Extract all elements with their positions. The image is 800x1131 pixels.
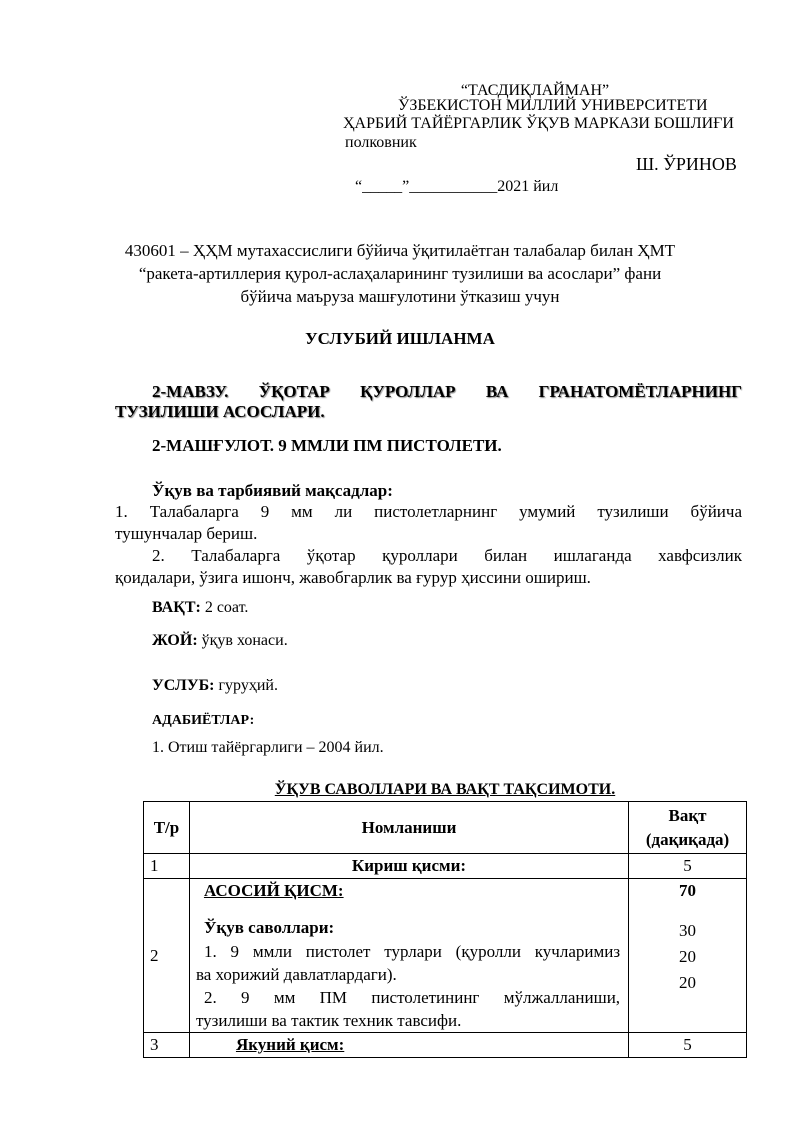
intro-line-3: бўйича маъруза машғулотини ўтказиш учун bbox=[240, 287, 560, 306]
table-row bbox=[144, 1033, 747, 1058]
intro-line-2: “ракета-артиллерия қурол-аслаҳаларининг тузилиши ва асослари” фани bbox=[138, 264, 662, 283]
question-time-3: 20 bbox=[679, 973, 697, 992]
header-time-line-2: (дақиқада) bbox=[645, 829, 730, 849]
goal-1-line-2: тушунчалар бериш. bbox=[115, 524, 258, 543]
row-2-content bbox=[189, 879, 628, 1033]
row-3-name: Якуний қисм: bbox=[189, 1033, 628, 1058]
time-label: ВАҚТ: bbox=[152, 599, 201, 616]
approval-university: ЎЗБЕКИСТОН МИЛЛИЙ УНИВЕРСИТЕТИ bbox=[398, 97, 708, 114]
schedule-table bbox=[143, 801, 747, 1058]
table-header-row bbox=[144, 802, 747, 854]
table-row bbox=[144, 879, 747, 1033]
question-time-1: 30 bbox=[679, 921, 697, 940]
place-field bbox=[152, 630, 288, 652]
header-number: Т/р bbox=[144, 802, 190, 854]
row-3-number: 3 bbox=[144, 1033, 190, 1058]
goal-1-line-1: 1. Талабаларга 9 мм ли пистолетларнинг умумий тузилиши бўйича bbox=[115, 502, 742, 521]
place-value: ўқув хонаси. bbox=[197, 632, 288, 649]
main-part-time: 70 bbox=[679, 881, 697, 900]
question-time-2: 20 bbox=[679, 947, 697, 966]
method-field bbox=[152, 675, 278, 697]
time-value: 2 соат. bbox=[200, 599, 249, 616]
question-2-line-1: 2. 9 мм ПМ пистолетининг мўлжалланиши, bbox=[203, 988, 621, 1007]
header-time bbox=[629, 802, 747, 854]
goal-2-line-2: қоидалари, ўзига ишонч, жавобгарлик ва ғурур ҳиссини ошириш. bbox=[115, 568, 591, 587]
place-label: ЖОЙ: bbox=[152, 632, 198, 649]
header-time-line-1: Вақт bbox=[668, 805, 707, 825]
question-1-line-1: 1. 9 ммли пистолет турлари (қуролли кучларимиз bbox=[203, 942, 621, 961]
approval-date: “_____”___________2021 йил bbox=[355, 178, 559, 195]
topic-line-2: ТУЗИЛИШИ АСОСЛАРИ. bbox=[115, 402, 325, 421]
time-field bbox=[152, 597, 248, 619]
document-title: УСЛУБИЙ ИШЛАНМА bbox=[305, 329, 495, 348]
approval-rank: полковник bbox=[345, 134, 417, 151]
approval-title: “ТАСДИҚЛАЙМАН” bbox=[460, 82, 610, 99]
method-label: УСЛУБ: bbox=[152, 677, 215, 694]
header-name: Номланиши bbox=[189, 802, 628, 854]
intro-line-1: 430601 – ҲҲМ мутахассислиги бўйича ўқитилаётган талабалар билан ҲМТ bbox=[124, 241, 676, 260]
lesson-title: 2-МАШҒУЛОТ. 9 ММЛИ ПМ ПИСТОЛЕТИ. bbox=[152, 436, 502, 455]
topic-line-1: 2-МАВЗУ. ЎҚОТАР ҚУРОЛЛАР ВА ГРАНАТОМЁТЛАРНИНГ bbox=[152, 382, 742, 401]
question-1-line-2: ва хорижий давлатлардаги). bbox=[195, 965, 397, 984]
goals-heading: Ўқув ва тарбиявий мақсадлар: bbox=[152, 481, 393, 500]
approval-center: ҲАРБИЙ ТАЙЁРГАРЛИК ЎҚУВ МАРКАЗИ БОШЛИҒИ bbox=[343, 115, 734, 132]
literature-item-1: 1. Отиш тайёргарлиги – 2004 йил. bbox=[152, 739, 384, 756]
method-value: гуруҳий. bbox=[214, 677, 278, 694]
approval-name: Ш. ЎРИНОВ bbox=[636, 154, 737, 174]
row-3-time: 5 bbox=[629, 1033, 747, 1058]
question-2-line-2: тузилиши ва тактик техник тавсифи. bbox=[195, 1011, 462, 1030]
table-title: ЎҚУВ САВОЛЛАРИ ВА ВАҚТ ТАҚСИМОТИ. bbox=[274, 781, 616, 798]
row-2-times bbox=[629, 879, 747, 1033]
row-2-number: 2 bbox=[144, 879, 190, 1033]
row-1-name: Кириш қисми: bbox=[189, 854, 628, 879]
table-row bbox=[144, 854, 747, 879]
goal-2-line-1: 2. Талабаларга ўқотар қуроллари билан ишлаганда хавфсизлик bbox=[152, 546, 742, 565]
row-1-number: 1 bbox=[144, 854, 190, 879]
questions-heading: Ўқув саволлари: bbox=[203, 918, 335, 937]
literature-label: АДАБИЁТЛАР: bbox=[152, 713, 255, 728]
row-1-time: 5 bbox=[629, 854, 747, 879]
main-part-heading: АСОСИЙ ҚИСМ: bbox=[203, 881, 344, 900]
